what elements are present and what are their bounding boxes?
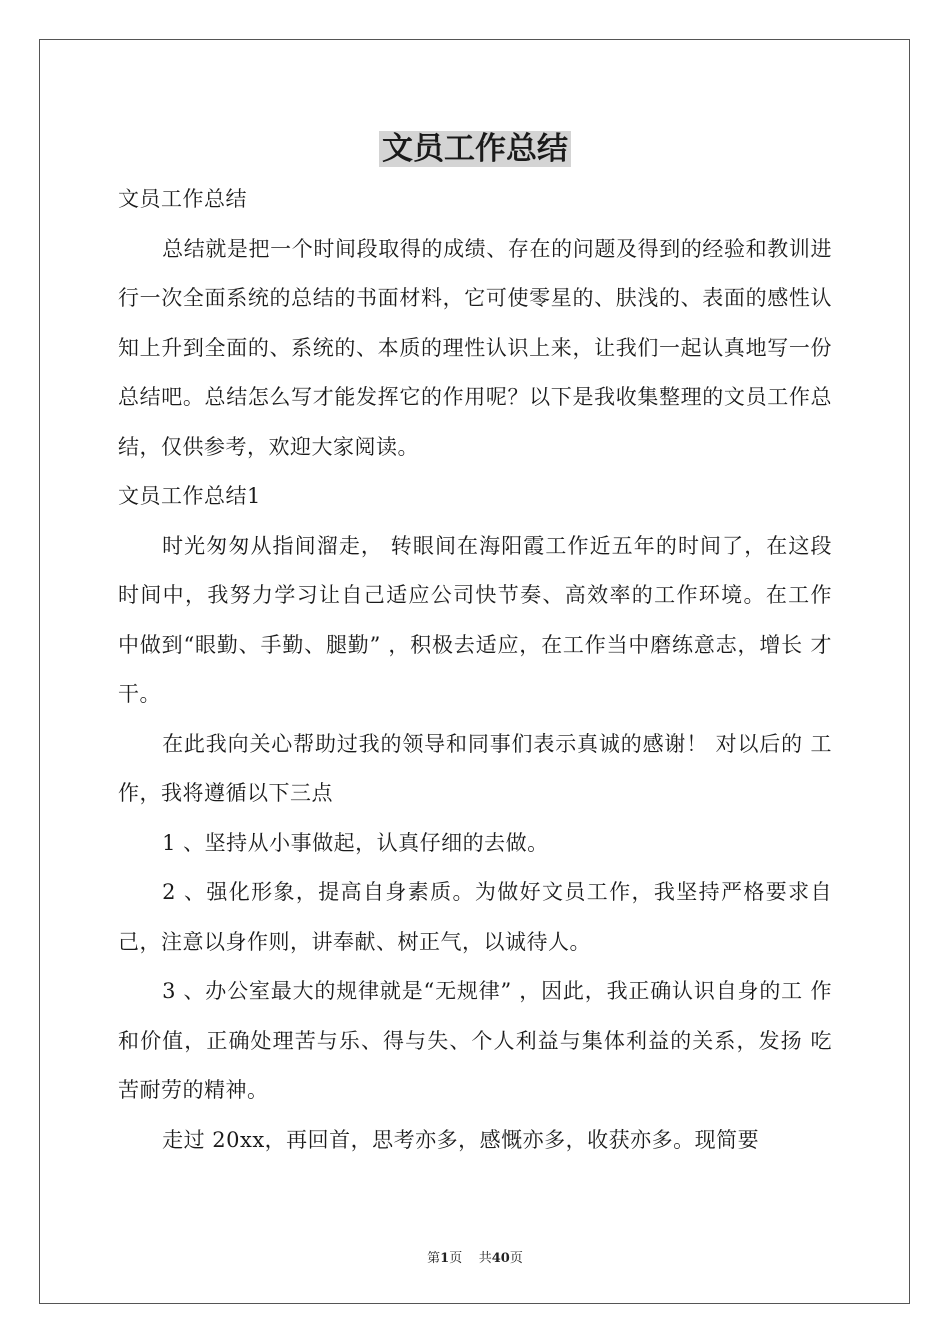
document-title-text: 文员工作总结 xyxy=(379,131,571,167)
total-pages: 40 xyxy=(491,1251,510,1266)
body-paragraph: 在此我向关心帮助过我的领导和同事们表示真诚的感谢！ 对以后的 工作，我将遵循以下三点 xyxy=(118,731,832,805)
list-item: 1 、坚持从小事做起，认真仔细的去做。 xyxy=(162,830,549,855)
body-paragraph: 走过 20xx，再回首，思考亦多，感慨亦多，收获亦多。现简要 xyxy=(162,1127,760,1152)
intro-paragraph: 总结就是把一个时间段取得的成绩、存在的问题及得到的经验和教训进行一次全面系统的总结的书面材料，它可使零星的、肤浅的、表面的感性认知上升到全面的、系统的、本质的理性认识上来，让我们一起认真地写一份总结吧。总结怎么写才能发挥它的作用呢？以下是我收集整理的文员工作总结，仅供参考，欢迎大家阅读。 xyxy=(118,236,832,459)
page-suffix: 页 xyxy=(449,1251,463,1266)
document-body xyxy=(118,175,832,1165)
list-item: 3 、办公室最大的规律就是“无规律” ，因此，我正确认识自身的工 作和价值，正确处理苦与乐、得与失、个人利益与集体利益的关系，发扬 吃苦耐劳的精神。 xyxy=(118,979,832,1102)
page-number: 1 xyxy=(440,1251,450,1266)
document-title xyxy=(0,127,950,171)
section-heading: 文员工作总结 xyxy=(118,187,247,211)
total-suffix: 页 xyxy=(509,1251,523,1266)
section-heading-1: 文员工作总结1 xyxy=(118,484,261,508)
body-paragraph: 时光匆匆从指间溜走， 转眼间在海阳霞工作近五年的时间了，在这段 时间中，我努力学习让自己适应公司快节奏、高效率的工作环境。在工作 中做到“眼勤、手勤、腿勤” ，积极去适应，在工作当中磨练意志，增长 才干。 xyxy=(118,533,832,706)
list-item: 2 、强化形象，提高自身素质。为做好文员工作，我坚持严格要求自 己，注意以身作则，讲奉献、树正气，以诚待人。 xyxy=(118,880,832,954)
page-footer xyxy=(0,1247,950,1266)
total-prefix: 共 xyxy=(478,1251,492,1266)
page-prefix: 第 xyxy=(427,1251,441,1266)
